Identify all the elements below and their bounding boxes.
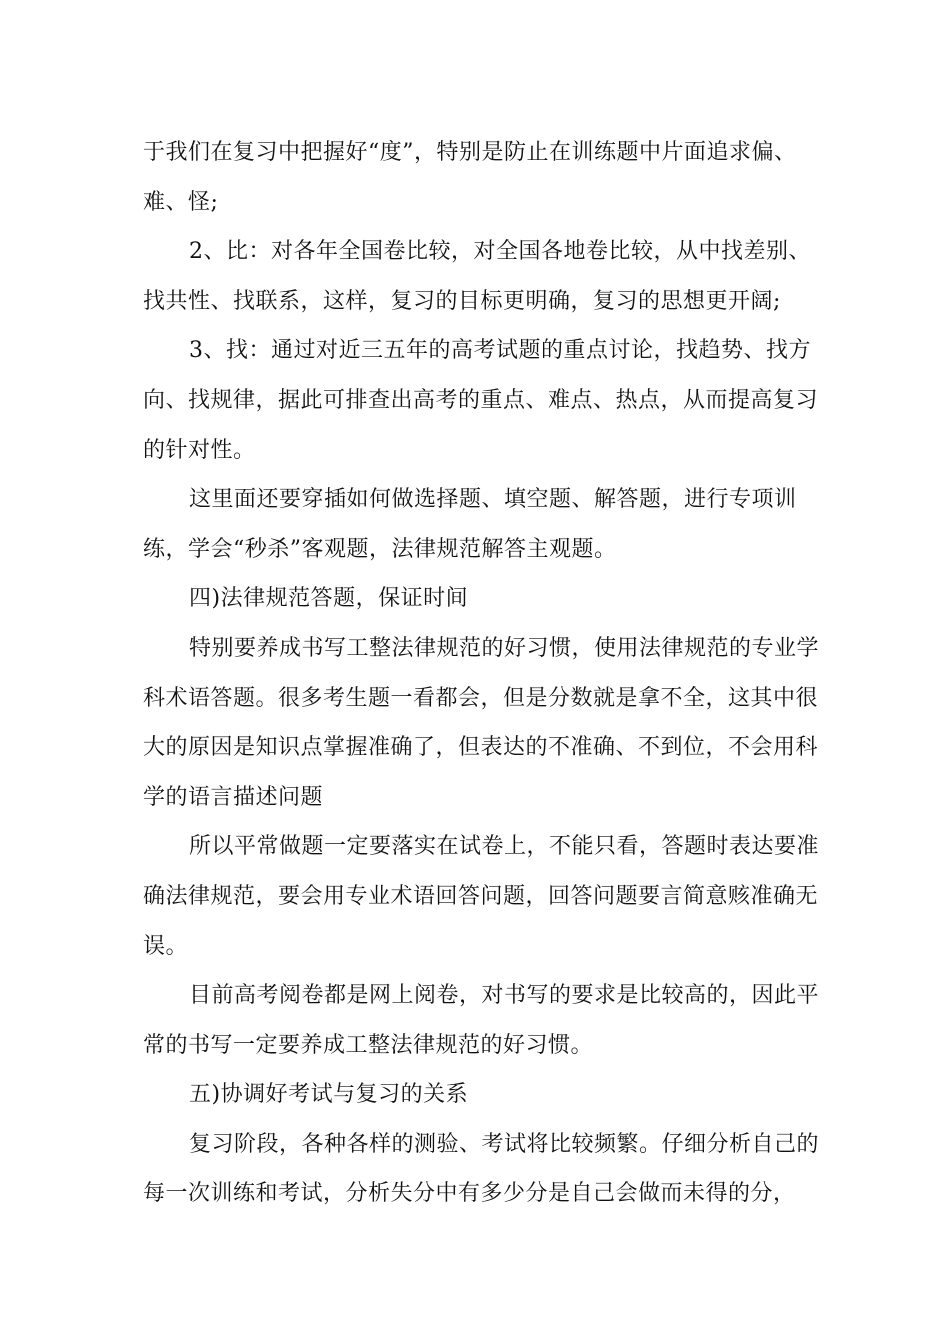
paragraph: 特别要养成书写工整法律规范的好习惯，使用法律规范的专业学科术语答题。很多考生题一看都会，但是分数就是拿不全，这其中很大的原因是知识点掌握准确了，但表达的不准确、不到位，不会用科学的语言描述问题: [143, 635, 820, 810]
paragraph: 2、比：对各年全国卷比较，对全国各地卷比较，从中找差别、找共性、找联系，这样，复习的目标更明确，复习的思想更开阔;: [143, 239, 811, 314]
paragraph: 这里面还要穿插如何做选择题、填空题、解答题，进行专项训练，学会“秒杀”客观题，法律规范解答主观题。: [143, 487, 797, 562]
document-body: [143, 128, 833, 1219]
paragraph: 复习阶段，各种各样的测验、考试将比较频繁。仔细分析自己的每一次训练和考试，分析失分中有多少分是自己会做而未得的分，: [143, 1131, 820, 1207]
section-heading: 五)协调好考试与复习的关系: [189, 1082, 469, 1108]
paragraph: 3、找：通过对近三五年的高考试题的重点讨论，找趋势、找方向、找规律，据此可排查出高考的重点、难点、热点，从而提高复习的针对性。: [143, 338, 819, 463]
paragraph: 所以平常做题一定要落实在试卷上，不能只看，答题时表达要准确法律规范，要会用专业术语回答问题，回答问题要言简意赅准确无误。: [143, 834, 820, 959]
paragraph: 于我们在复习中把握好“度”，特别是防止在训练题中片面追求偏、难、怪;: [143, 140, 797, 215]
paragraph: 目前高考阅卷都是网上阅卷，对书写的要求是比较高的，因此平常的书写一定要养成工整法律规范的好习惯。: [143, 983, 820, 1058]
section-heading: 四)法律规范答题，保证时间: [189, 586, 469, 612]
